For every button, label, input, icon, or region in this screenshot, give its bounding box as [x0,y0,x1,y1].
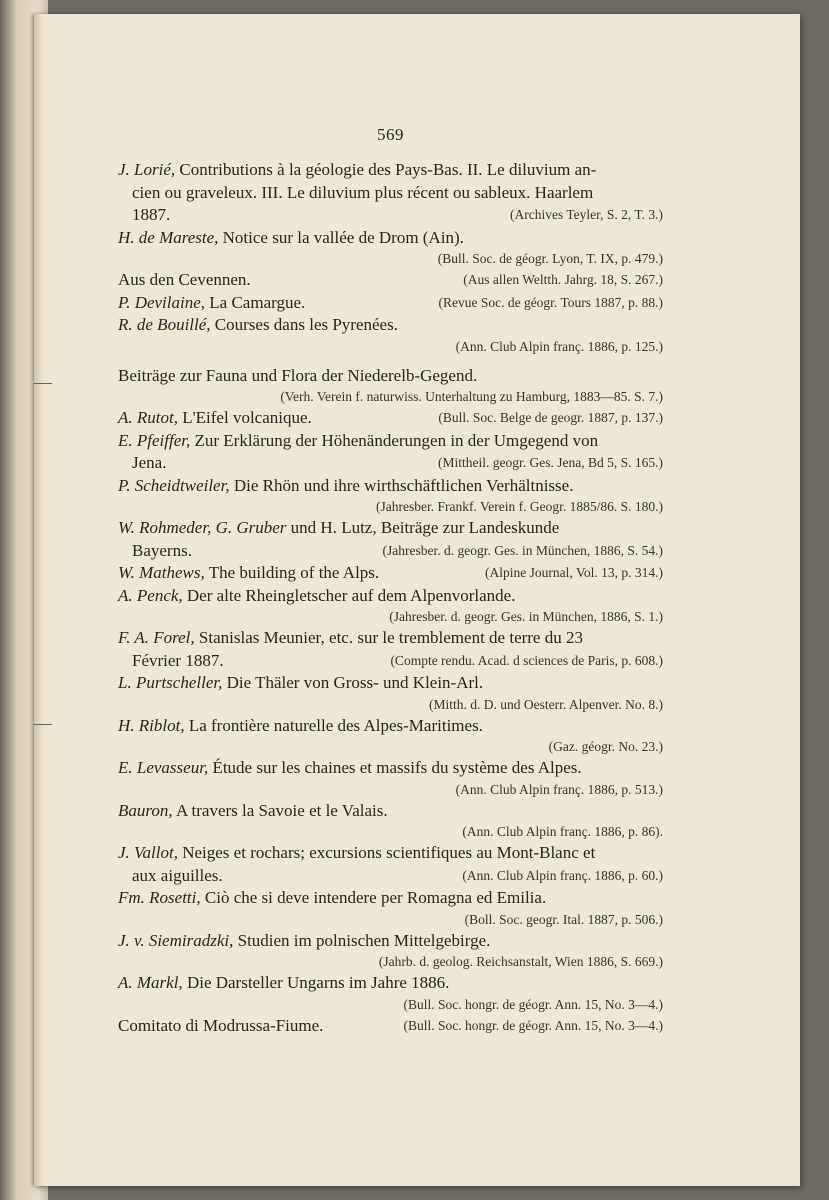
entry-author: Bauron, [118,800,173,820]
entry-continuation: Février 1887. [132,650,224,670]
entry-author: F. A. Forel, [118,628,195,647]
entry-source: (Boll. Soc. geogr. Ital. 1887, p. 506.) [464,911,663,927]
bibliography-entry [118,672,663,715]
entry-title: Aus den Cevennen. [118,270,251,289]
bibliography-entry [118,365,663,408]
bibliography-entry [118,517,663,562]
entry-source: (Mitth. d. D. und Oesterr. Alpenver. No. 8.) [429,696,663,712]
bibliography-entry [118,407,663,430]
entry-title: Die Darsteller Ungarns im Jahre 1886. [186,973,450,992]
entry-title: Étude sur les chaines et massifs du système des Alpes. [212,758,582,777]
entry-source: (Jahresber. Frankf. Verein f. Geogr. 1885/86. S. 180.) [376,499,663,514]
bibliography-entry [118,930,663,973]
entry-title: Neiges et rochars; excursions scientifiques au Mont-Blanc et [182,843,596,862]
entry-continuation: Bayerns. [132,540,192,560]
bibliography-entry [118,430,663,475]
entry-title: La Camargue. [209,292,306,312]
entry-author: W. Rohmeder, G. Gruber [118,518,287,537]
bibliography-entry [118,562,663,585]
entry-author: J. Vallot, [118,843,178,862]
page-fold [34,14,44,1186]
entry-author: E. Levasseur, [118,758,209,777]
entry-continuation: Jena. [132,453,167,472]
entry-title: Contributions à la géologie des Pays-Bas. II. Le diluvium an- [179,160,597,179]
entry-source: (Ann. Club Alpin franç. 1886, p. 125.) [455,338,663,354]
entry-title: Die Thäler von Gross- und Klein-Arl. [226,673,484,692]
entry-title: Comitato di Modrussa-Fiume. [118,1015,324,1035]
entry-source: (Jahrb. d. geolog. Reichsanstalt, Wien 1886, S. 669.) [378,954,663,969]
page-number: 569 [377,125,404,144]
bibliography-entry [118,972,663,1015]
entry-continuation: aux aiguilles. [132,865,223,885]
entry-title: Zur Erklärung der Höhenänderungen in der Umgegend von [194,430,599,450]
entry-continuation: 1887. [132,205,171,224]
entry-author: Fm. Rosetti, [118,888,201,907]
bibliography-entry [118,227,663,270]
bibliography-entry [118,269,663,292]
entry-author: A. Penck, [118,585,183,605]
bibliography-entry [118,292,663,315]
entry-title: Studien im polnischen Mittelgebirge. [237,930,491,950]
entry-source: (Ann. Club Alpin franç. 1886, p. 86). [462,824,663,839]
bibliography-entry [118,842,663,887]
entry-source: (Ann. Club Alpin franç. 1886, p. 60.) [462,867,663,883]
entry-title: La frontière naturelle des Alpes-Maritimes. [188,715,483,735]
margin-mark [34,724,52,725]
entry-source: (Bull. Soc. Belge de geogr. 1887, p. 137.) [438,410,663,425]
bibliography-entry [118,1015,663,1038]
entry-title: Der alte Rheingletscher auf dem Alpenvorlande. [186,585,516,605]
entry-source: (Jahresber. d. geogr. Ges. in München, 1886, S. 54.) [382,542,663,558]
entry-source: (Alpine Journal, Vol. 13, p. 314.) [485,565,663,580]
bibliography-entry [118,715,663,758]
bibliography-entry [118,800,663,843]
entry-source: (Bull. Soc. hongr. de géogr. Ann. 15, No. 3—4.) [403,1017,663,1033]
entry-source: (Mittheil. geogr. Ges. Jena, Bd 5, S. 165.) [438,455,663,470]
entry-title: Notice sur la vallée de Drom (Ain). [222,227,464,247]
entry-author: A. Markl, [118,973,183,992]
entry-title: Die Rhön und ihre wirthschäftlichen Verhältnisse. [233,475,574,495]
entry-source: (Verh. Verein f. naturwiss. Unterhaltung zu Hamburg, 1883—85. S. 7.) [280,389,663,404]
entry-title: Courses dans les Pyrenées. [214,315,398,334]
entry-title: Stanislas Meunier, etc. sur le tremblement de terre du 23 [198,628,583,647]
entry-title: The building of the Alps. [208,563,380,582]
entry-title: Beiträge zur Fauna und Flora der Niederelb-Gegend. [118,365,478,385]
entry-author: W. Mathews, [118,563,205,582]
entry-source: (Bull. Soc. de géogr. Lyon, T. IX, p. 479.) [437,251,663,266]
entry-author: L. Purtscheller, [118,673,223,692]
margin-mark [34,383,52,384]
entry-source: (Compte rendu. Acad. d sciences de Paris, p. 608.) [390,652,663,668]
bibliography-entry [118,159,663,227]
entry-title: Ciò che si deve intendere per Romagna ed Emilia. [204,888,547,907]
bibliography-entry [118,314,663,357]
page-text [118,125,663,1037]
entry-title: L'Eifel volcanique. [182,408,312,427]
entry-title: und H. Lutz, Beiträge zur Landeskunde [290,518,560,537]
entry-author: H. de Mareste, [118,227,219,247]
entry-source: (Gaz. géogr. No. 23.) [548,739,663,754]
entry-source: (Revue Soc. de géogr. Tours 1887, p. 88.) [438,294,663,310]
entry-source: (Jahresber. d. geogr. Ges. in München, 1886, S. 1.) [389,609,663,624]
entry-source: (Archives Teyler, S. 2, T. 3.) [510,207,663,222]
entry-source: (Bull. Soc. hongr. de géogr. Ann. 15, No. 3—4.) [403,996,663,1012]
entry-continuation: cien ou graveleux. III. Le diluvium plus récent ou sableux. Haarlem [132,182,594,202]
entry-source: (Ann. Club Alpin franç. 1886, p. 513.) [455,781,663,797]
entry-author: J. Lorié, [118,160,176,179]
entry-source: (Aus allen Weltth. Jahrg. 18, S. 267.) [463,272,663,287]
bibliography-entry [118,475,663,518]
entry-author: E. Pfeiffer, [118,430,191,450]
entry-author: H. Riblot, [118,715,185,735]
entry-author: R. de Bouillé, [118,315,211,334]
bibliography-entry [118,627,663,672]
entry-author: P. Scheidtweiler, [118,475,230,495]
bibliography-entry [118,757,663,800]
entry-author: P. Devilaine, [118,292,206,312]
entry-author: J. v. Siemiradzki, [118,930,234,950]
bibliography-entry [118,585,663,628]
entry-author: A. Rutot, [118,408,178,427]
entry-title: A travers la Savoie et le Valais. [175,800,388,820]
bibliography-entry [118,887,663,930]
